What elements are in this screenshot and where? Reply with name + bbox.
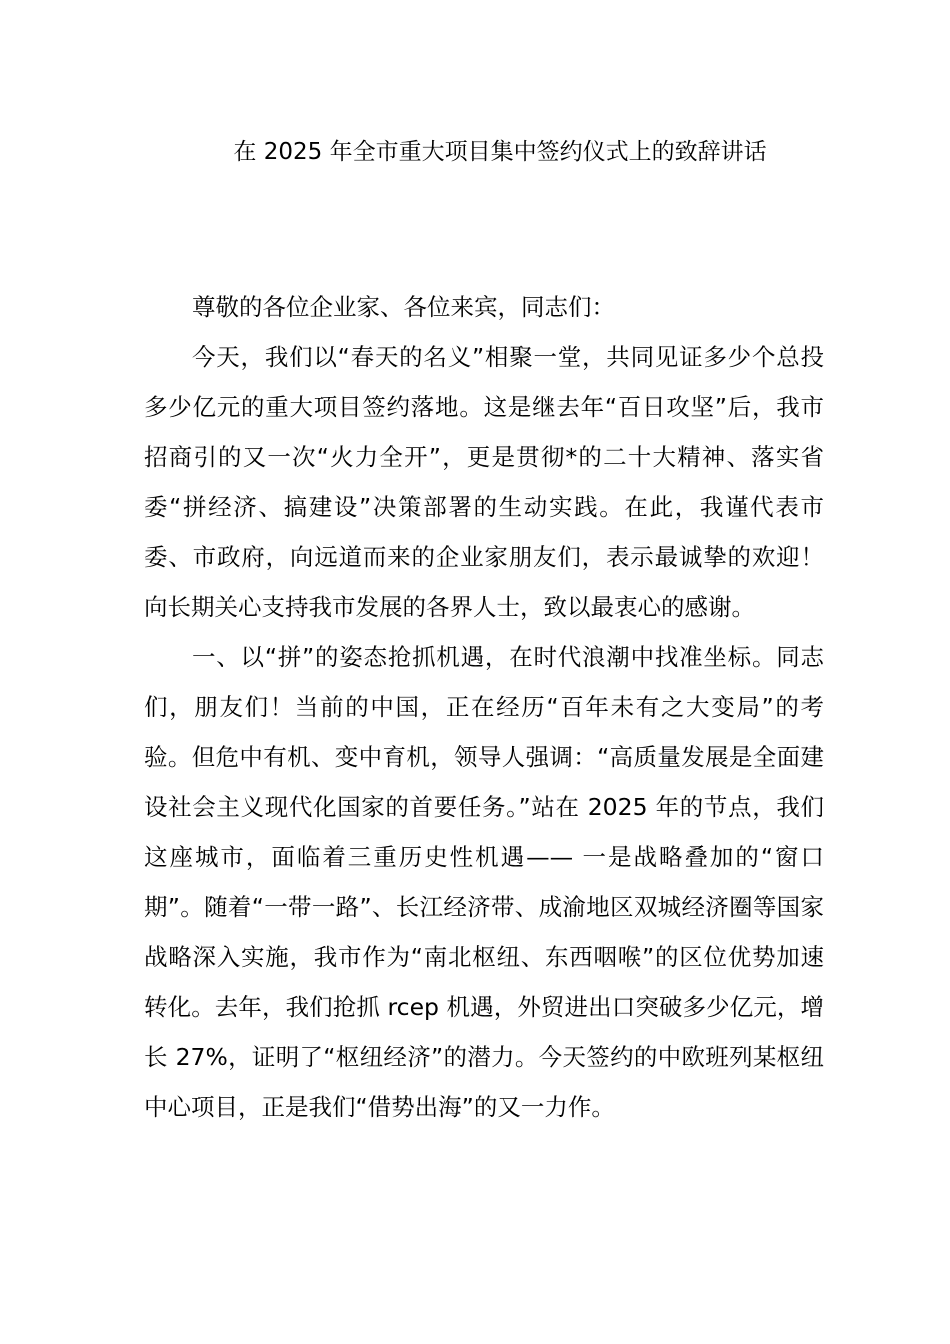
document-body: [144, 282, 824, 1132]
section-one-paragraph: 一、以“拼”的姿态抢抓机遇，在时代浪潮中找准坐标。同志们，朋友们！当前的中国，正在经历“百年未有之大变局”的考验。但危中有机、变中育机，领导人强调：“高质量发展是全面建设社会主义现代化国家的首要任务。”站在 2025 年的节点，我们这座城市，面临着三重历史性机遇—— 一是战略叠加的“窗口期”。随着“一带一路”、长江经济带、成渝地区双城经济圈等国家战略深入实施，我市作为“南北枢纽、东西咽喉”的区位优势加速转化。去年，我们抢抓 rcep 机遇，外贸进出口突破多少亿元，增长 27%，证明了“枢纽经济”的潜力。今天签约的中欧班列某枢纽中心项目，正是我们“借势出海”的又一力作。: [144, 643, 824, 1121]
document-title: 在 2025 年全市重大项目集中签约仪式上的致辞讲话: [233, 139, 767, 165]
salutation-paragraph: 尊敬的各位企业家、各位来宾，同志们：: [192, 293, 615, 321]
opening-paragraph: 今天，我们以“春天的名义”相聚一堂，共同见证多少个总投多少亿元的重大项目签约落地。这是继去年“百日攻坚”后，我市招商引的又一次“火力全开”，更是贯彻*的二十大精神、落实省委“拼经济、搞建设”决策部署的生动实践。在此，我谨代表市委、市政府，向远道而来的企业家朋友们，表示最诚挚的欢迎！向长期关心支持我市发展的各界人士，致以最衷心的感谢。: [144, 343, 824, 621]
